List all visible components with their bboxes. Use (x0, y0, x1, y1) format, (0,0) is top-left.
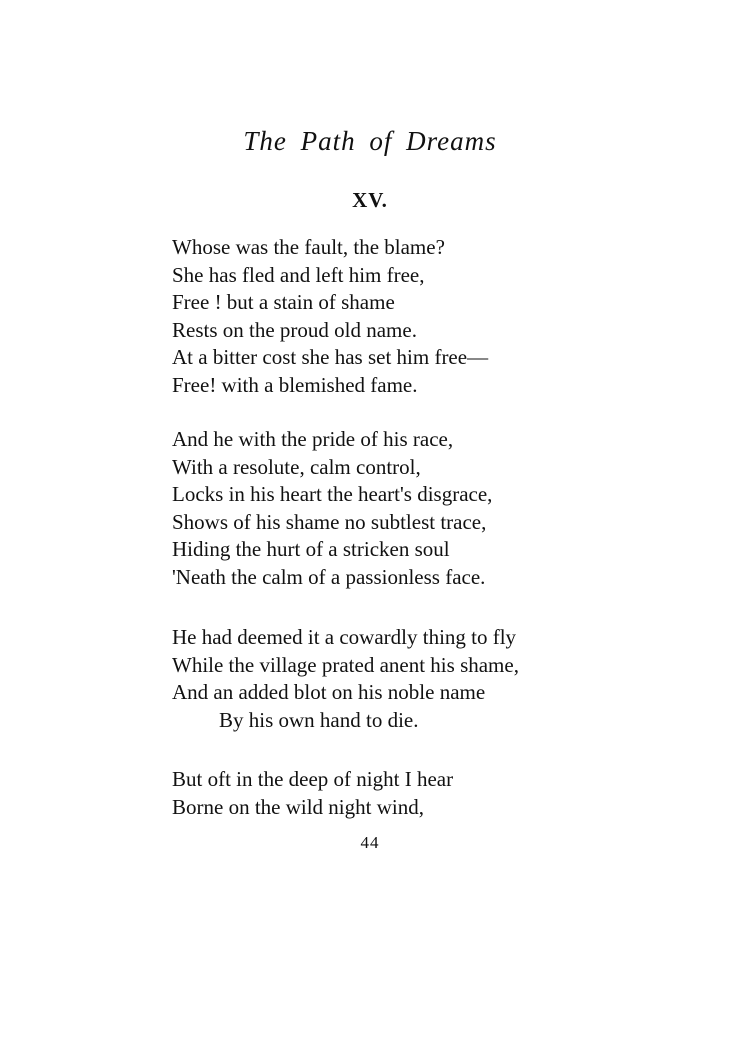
poem-line: Shows of his shame no subtlest trace, (172, 509, 487, 534)
poem-line: But oft in the deep of night I hear (172, 767, 454, 791)
poem-line: And he with the pride of his race, (172, 427, 454, 451)
stanza-4 (172, 766, 712, 821)
stanza-1 (172, 234, 712, 399)
poem-line: 'Neath the calm of a passionless face. (172, 564, 486, 589)
poem-line: With a resolute, calm control, (172, 454, 421, 479)
page-number: 44 (360, 833, 380, 852)
poem-line: Borne on the wild night wind, (172, 794, 424, 819)
poem-line: He had deemed it a cowardly thing to fly (172, 625, 517, 649)
stanza-2 (172, 426, 712, 591)
poem-number: XV. (352, 188, 388, 212)
poem-line: While the village prated anent his shame, (172, 652, 519, 677)
poem-line: At a bitter cost she has set him free— (172, 345, 489, 369)
poem-line: Locks in his heart the heart's disgrace, (172, 482, 493, 506)
poem-line: She has fled and left him free, (172, 262, 425, 287)
running-head: The Path of Dreams (243, 126, 497, 156)
poem-line: Rests on the proud old name. (172, 317, 417, 342)
stanza-3 (172, 624, 712, 734)
poem-line: Free! with a blemished fame. (172, 372, 418, 397)
poem-line: Whose was the fault, the blame? (172, 235, 445, 259)
poem-line-indented: By his own hand to die. (219, 707, 419, 732)
poem-line: Free ! but a stain of shame (172, 290, 395, 314)
poem-line: Hiding the hurt of a stricken soul (172, 537, 450, 561)
poem-line: And an added blot on his noble name (172, 680, 486, 704)
